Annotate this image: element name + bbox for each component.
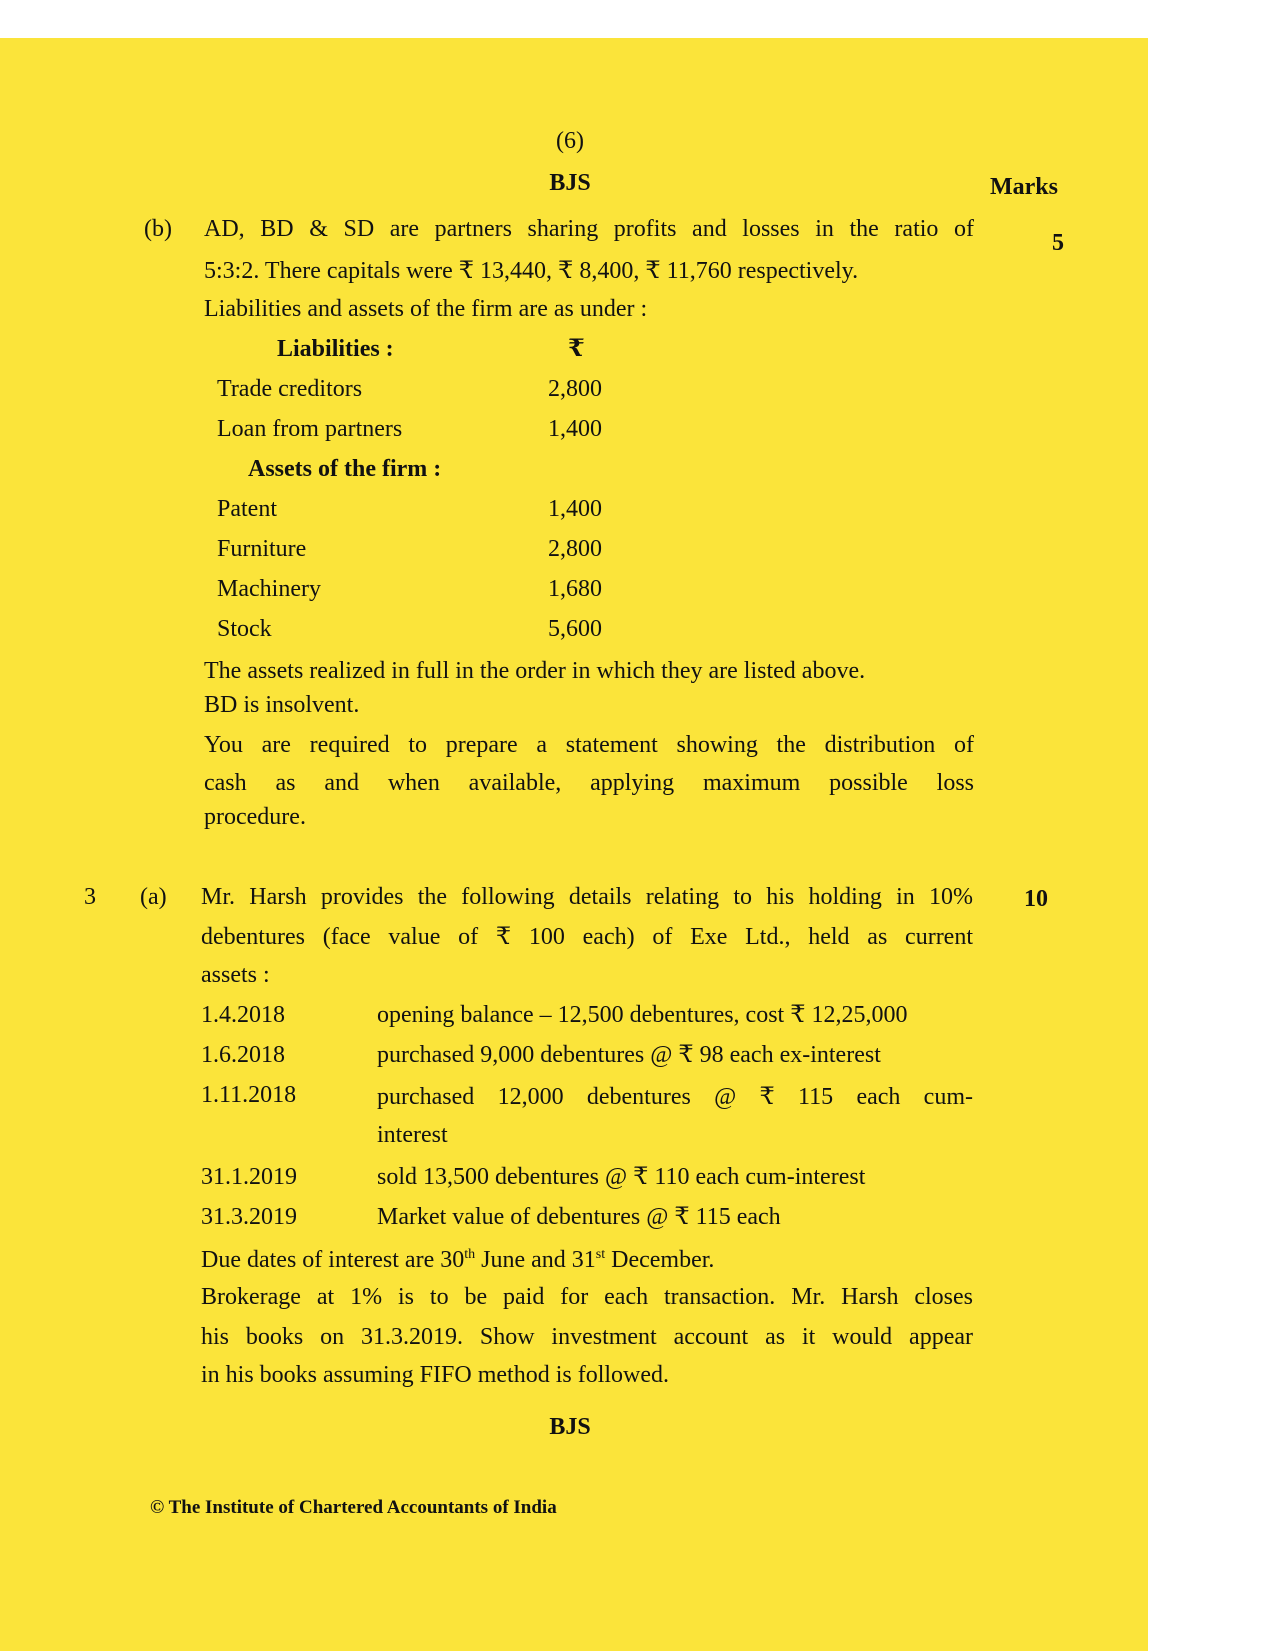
liability-amount: 1,400	[548, 416, 602, 442]
q2b-para1: The assets realized in full in the order in which they are listed above.	[204, 658, 866, 684]
asset-amount: 2,800	[548, 536, 602, 562]
q2b-marks: 5	[1052, 230, 1064, 256]
q3a-intro-line3: assets :	[201, 962, 270, 988]
q3a-part-label: (a)	[140, 884, 167, 910]
transaction-date: 1.6.2018	[201, 1042, 285, 1068]
asset-amount: 1,680	[548, 576, 602, 602]
q3a-para-line3: in his books assuming FIFO method is followed.	[201, 1362, 670, 1388]
q2b-intro-line1: AD, BD & SD are partners sharing profits and losses in the ratio of	[204, 216, 974, 242]
asset-amount: 1,400	[548, 496, 602, 522]
transaction-date: 31.3.2019	[201, 1204, 297, 1230]
asset-item: Machinery	[217, 576, 321, 602]
transaction-date: 31.1.2019	[201, 1164, 297, 1190]
transaction-detail-continued: interest	[377, 1122, 448, 1148]
q3a-para-line2: his books on 31.3.2019. Show investment account as it would appear	[201, 1324, 973, 1350]
asset-amount: 5,600	[548, 616, 602, 642]
asset-item: Furniture	[217, 536, 307, 562]
q3-number: 3	[84, 884, 96, 910]
asset-item: Stock	[217, 616, 272, 642]
liability-item: Loan from partners	[217, 416, 403, 442]
asset-item: Patent	[217, 496, 277, 522]
interest-due-dates: Due dates of interest are 30th June and 31st December.	[201, 1247, 715, 1273]
q2b-para3-line3: procedure.	[204, 804, 306, 830]
q2b-intro-line2: 5:3:2. There capitals were ₹ 13,440, ₹ 8,400, ₹ 11,760 respectively.	[204, 258, 859, 284]
q2b-para2: BD is insolvent.	[204, 692, 360, 718]
transaction-detail: purchased 12,000 debentures @ ₹ 115 each cum-	[377, 1084, 973, 1110]
q2b-para3-line2: cash as and when available, applying maximum possible loss	[204, 770, 974, 796]
liabilities-heading: Liabilities :	[277, 336, 394, 362]
transaction-detail: Market value of debentures @ ₹ 115 each	[377, 1204, 781, 1230]
transaction-date: 1.11.2018	[201, 1082, 297, 1108]
page-number: (6)	[556, 128, 584, 154]
paper-code-header: BJS	[549, 170, 591, 196]
assets-heading: Assets of the firm :	[248, 456, 442, 482]
transaction-detail: opening balance – 12,500 debentures, cost ₹ 12,25,000	[377, 1002, 908, 1028]
marks-label: Marks	[990, 174, 1058, 200]
q2b-para3-line1: You are required to prepare a statement showing the distribution of	[204, 732, 974, 758]
q3a-marks: 10	[1024, 886, 1048, 912]
rupee-column-heading: ₹	[568, 336, 585, 362]
q2b-part-label: (b)	[144, 216, 172, 242]
q2b-intro-line3: Liabilities and assets of the firm are as under :	[204, 296, 648, 322]
copyright-notice: © The Institute of Chartered Accountants of India	[150, 1497, 557, 1518]
transaction-date: 1.4.2018	[201, 1002, 285, 1028]
liability-item: Trade creditors	[217, 376, 363, 402]
liability-amount: 2,800	[548, 376, 602, 402]
paper-code-footer: BJS	[549, 1414, 591, 1440]
exam-page	[0, 38, 1148, 1651]
q3a-intro-line2: debentures (face value of ₹ 100 each) of Exe Ltd., held as current	[201, 924, 973, 950]
transaction-detail: sold 13,500 debentures @ ₹ 110 each cum-interest	[377, 1164, 866, 1190]
transaction-detail: purchased 9,000 debentures @ ₹ 98 each ex-interest	[377, 1042, 881, 1068]
q3a-intro-line1: Mr. Harsh provides the following details relating to his holding in 10%	[201, 884, 973, 910]
q3a-para-line1: Brokerage at 1% is to be paid for each transaction. Mr. Harsh closes	[201, 1284, 973, 1310]
